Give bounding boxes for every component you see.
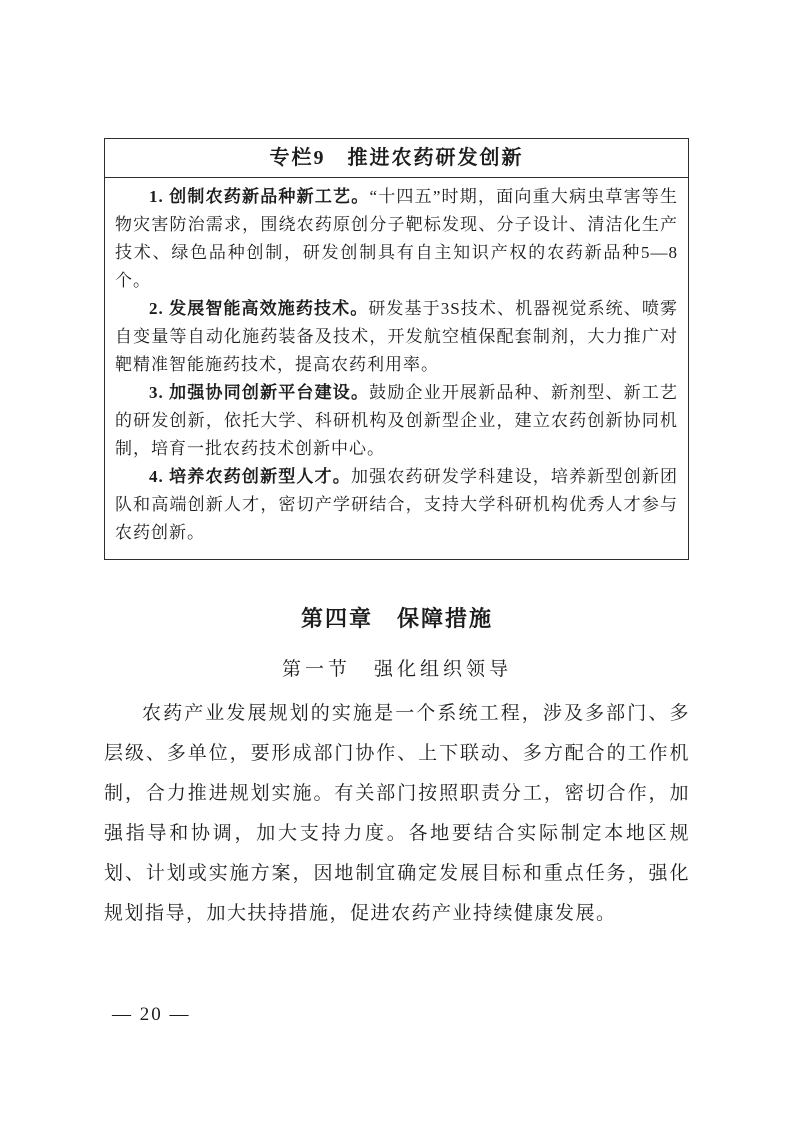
box-item-3: [115, 379, 678, 463]
chapter-heading: 第四章 保障措施: [300, 606, 493, 631]
box-item-4-lead: 4. 培养农药创新型人才。: [149, 467, 351, 486]
body-paragraph: 农药产业发展规划的实施是一个系统工程，涉及多部门、多层级、多单位，要形成部门协作、上下联动、多方配合的工作机制，合力推进规划实施。有关部门按照职责分工，密切合作，加强指导和协调，加大支持力度。各地要结合实际制定本地区规划、计划或实施方案，因地制宜确定发展目标和重点任务，强化规划指导，加大扶持措施，促进农药产业持续健康发展。: [104, 703, 690, 924]
box-item-1-text: “十四五”时期，面向重大病虫草害等生物灾害防治需求，围绕农药原创分子靶标发现、分子设计、清洁化生产技术、绿色品种创制，研发创制具有自主知识产权的农药新品种5—8个。: [115, 187, 679, 290]
body-text-block: [104, 694, 690, 934]
box-item-1-lead: 1. 创制农药新品种新工艺。: [149, 187, 370, 206]
box-item-3-lead: 3. 加强协同创新平台建设。: [149, 383, 370, 402]
box-item-4: [115, 463, 678, 547]
column-box-body: [105, 178, 688, 559]
page-number: — 20 —: [112, 1004, 191, 1025]
box-item-1: [115, 183, 678, 295]
box-item-2-text: 研发基于3S技术、机器视觉系统、喷雾自变量等自动化施药装备及技术，开发航空植保配套制剂，大力推广对靶精准智能施药技术，提高农药利用率。: [115, 299, 678, 374]
column-box-title: 专栏9 推进农药研发创新: [105, 139, 688, 178]
box-item-2: [115, 295, 678, 379]
section-heading: 第一节 强化组织领导: [281, 659, 512, 680]
box-item-4-text: 加强农药研发学科建设，培养新型创新团队和高端创新人才，密切产学研结合，支持大学科研机构优秀人才参与农药创新。: [115, 467, 679, 542]
column-9-box: [104, 138, 689, 560]
box-item-2-lead: 2. 发展智能高效施药技术。: [149, 299, 369, 318]
box-item-3-text: 鼓励企业开展新品种、新剂型、新工艺的研发创新，依托大学、科研机构及创新型企业，建立农药创新协同机制，培育一批农药技术创新中心。: [115, 383, 679, 458]
